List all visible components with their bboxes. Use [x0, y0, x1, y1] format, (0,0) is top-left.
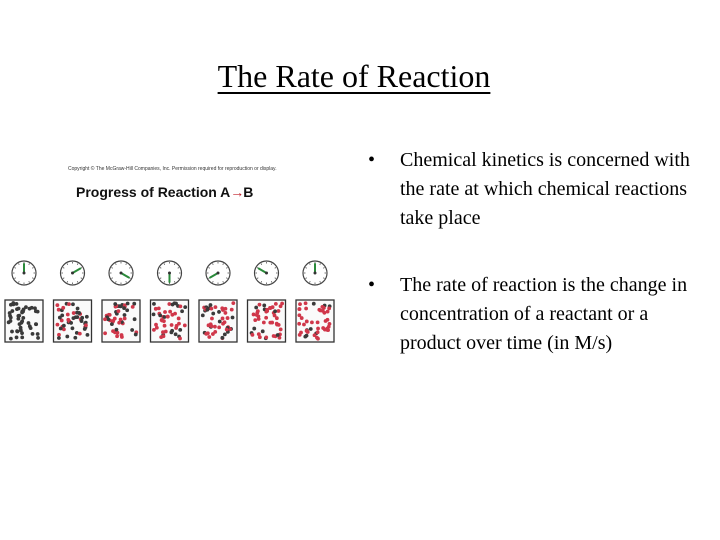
slide-title-text: The Rate of Reaction — [217, 58, 491, 94]
clock-center — [265, 272, 268, 275]
reactant-molecule — [262, 304, 266, 308]
reactant-molecule — [80, 319, 84, 323]
product-molecule — [206, 331, 210, 335]
product-molecule — [257, 332, 261, 336]
reactant-molecule — [58, 316, 62, 320]
reaction-box — [248, 300, 286, 342]
product-molecule — [210, 324, 214, 328]
reactant-molecule — [74, 315, 78, 319]
reactant-molecule — [15, 336, 19, 340]
reactant-molecule — [11, 301, 15, 305]
reactant-molecule — [115, 328, 119, 332]
clock-center — [71, 272, 74, 275]
reactant-molecule — [80, 316, 84, 320]
reactant-molecule — [17, 307, 21, 311]
bullet-list — [364, 146, 714, 396]
reactant-molecule — [217, 310, 221, 314]
reactant-molecule — [152, 302, 156, 306]
product-molecule — [160, 319, 164, 323]
figure-title — [76, 184, 253, 200]
reactant-molecule — [10, 330, 14, 334]
product-molecule — [304, 307, 308, 311]
reactant-molecule — [211, 312, 215, 316]
reactant-molecule — [19, 326, 23, 330]
reactant-molecule — [152, 312, 156, 316]
product-molecule — [326, 310, 330, 314]
reactant-molecule — [273, 309, 277, 313]
product-molecule — [56, 323, 60, 327]
reactant-molecule — [73, 336, 77, 340]
product-molecule — [178, 337, 182, 341]
reactant-molecule — [16, 330, 20, 334]
reactant-molecule — [169, 330, 173, 334]
clock-center — [23, 272, 26, 275]
product-molecule — [57, 333, 61, 337]
product-molecule — [280, 302, 284, 306]
reactant-molecule — [174, 302, 178, 306]
reactant-molecule — [158, 314, 162, 318]
product-molecule — [272, 334, 276, 338]
product-molecule — [264, 316, 268, 320]
product-molecule — [161, 330, 165, 334]
clock-icon — [12, 261, 36, 285]
product-molecule — [230, 308, 234, 312]
reactant-molecule — [312, 302, 316, 306]
reactant-molecule — [119, 304, 123, 308]
reactant-molecule — [21, 316, 25, 320]
clock-icon — [303, 261, 327, 285]
reactant-molecule — [254, 306, 258, 310]
product-molecule — [119, 318, 123, 322]
product-molecule — [217, 325, 221, 329]
product-molecule — [170, 323, 174, 327]
product-molecule — [224, 307, 228, 311]
product-molecule — [115, 334, 119, 338]
reactant-molecule — [130, 328, 134, 332]
reactant-molecule — [29, 326, 33, 330]
product-molecule — [262, 321, 266, 325]
reactant-molecule — [76, 307, 80, 311]
product-molecule — [117, 321, 121, 325]
reactant-molecule — [33, 306, 37, 310]
reactant-molecule — [16, 314, 20, 318]
product-molecule — [166, 315, 170, 319]
product-molecule — [154, 323, 158, 327]
reactant-molecule — [174, 332, 178, 336]
reactant-molecule — [31, 332, 35, 336]
product-molecule — [213, 325, 217, 329]
bullet-text: Chemical kinetics is concerned with the rate at which chemical reactions take place — [400, 149, 690, 229]
reactant-molecule — [178, 328, 182, 332]
reactant-molecule — [69, 321, 73, 325]
product-molecule — [310, 320, 314, 324]
reactant-molecule — [171, 303, 175, 307]
reactant-molecule — [36, 332, 40, 336]
reactant-molecule — [110, 322, 114, 326]
product-molecule — [183, 324, 187, 328]
reaction-box — [102, 300, 140, 342]
clock-center — [314, 272, 317, 275]
product-molecule — [273, 314, 277, 318]
reactant-molecule — [303, 335, 307, 339]
figure-title-suffix: B — [243, 184, 254, 200]
product-molecule — [163, 324, 167, 328]
product-molecule — [120, 333, 124, 337]
reactant-molecule — [261, 329, 265, 333]
product-molecule — [221, 317, 225, 321]
product-molecule — [270, 321, 274, 325]
clock-icon — [61, 261, 85, 285]
reactant-molecule — [20, 331, 24, 335]
figure-title-prefix: Progress of Reaction A — [76, 184, 231, 200]
reactant-molecule — [34, 322, 38, 326]
product-molecule — [57, 308, 61, 312]
product-molecule — [304, 301, 308, 305]
reactant-molecule — [85, 315, 89, 319]
product-molecule — [299, 331, 303, 335]
reactant-molecule — [252, 327, 256, 331]
product-molecule — [103, 331, 107, 335]
product-molecule — [252, 313, 256, 317]
box-frame — [151, 300, 189, 342]
reactant-molecule — [20, 336, 24, 340]
reactant-molecule — [133, 317, 137, 321]
product-molecule — [163, 310, 167, 314]
product-molecule — [224, 311, 228, 315]
product-molecule — [251, 333, 255, 337]
reactant-molecule — [231, 316, 235, 320]
clock-center — [168, 272, 171, 275]
product-molecule — [298, 302, 302, 306]
reactant-molecule — [59, 327, 63, 331]
reactant-molecule — [201, 313, 205, 317]
clock-icon — [255, 261, 279, 285]
bullet-text: The rate of reaction is the change in concentration of a reactant or a product over time (in M/s) — [400, 274, 688, 354]
reaction-box — [296, 300, 334, 342]
reaction-progress-figure — [0, 160, 360, 360]
reactant-molecule — [71, 326, 75, 330]
reactant-molecule — [276, 333, 280, 337]
product-molecule — [231, 301, 235, 305]
reactant-molecule — [134, 333, 138, 337]
product-molecule — [297, 307, 301, 311]
clock-icon — [109, 261, 133, 285]
product-molecule — [271, 305, 275, 309]
product-molecule — [253, 318, 257, 322]
product-molecule — [226, 316, 230, 320]
reactant-molecule — [86, 333, 90, 337]
reactant-molecule — [183, 305, 187, 309]
reactant-molecule — [20, 311, 24, 315]
product-molecule — [279, 328, 283, 332]
product-molecule — [223, 320, 227, 324]
reactant-molecule — [309, 327, 313, 331]
product-molecule — [209, 307, 213, 311]
product-molecule — [162, 334, 166, 338]
product-molecule — [275, 322, 279, 326]
product-molecule — [174, 326, 178, 330]
reaction-box — [199, 300, 237, 342]
product-molecule — [62, 327, 66, 331]
product-molecule — [179, 304, 183, 308]
reactant-molecule — [125, 308, 129, 312]
product-molecule — [66, 313, 70, 317]
reactant-molecule — [126, 302, 130, 306]
reactant-molecule — [7, 320, 11, 324]
reactant-molecule — [218, 320, 222, 324]
bullet-item — [364, 146, 714, 233]
product-molecule — [61, 306, 65, 310]
reactant-molecule — [113, 302, 117, 306]
product-molecule — [84, 323, 88, 327]
product-molecule — [297, 322, 301, 326]
reactant-molecule — [27, 321, 31, 325]
product-molecule — [177, 317, 181, 321]
reactant-molecule — [123, 313, 127, 317]
product-molecule — [325, 327, 329, 331]
reactant-molecule — [9, 316, 13, 320]
reactant-molecule — [220, 336, 224, 340]
clock-center — [120, 272, 123, 275]
reactant-molecule — [18, 322, 22, 326]
reactant-molecule — [57, 336, 61, 340]
product-molecule — [277, 309, 281, 313]
bullet-item — [364, 271, 714, 358]
clock-icon — [206, 261, 230, 285]
reactant-molecule — [83, 327, 87, 331]
product-molecule — [300, 316, 304, 320]
product-molecule — [117, 309, 121, 313]
clock-icon — [158, 261, 182, 285]
reactant-molecule — [65, 335, 69, 339]
reactant-molecule — [36, 336, 40, 340]
reactant-molecule — [180, 309, 184, 313]
product-molecule — [302, 323, 306, 327]
reactant-molecule — [71, 302, 75, 306]
product-molecule — [103, 317, 107, 321]
bullet-dot-icon: • — [368, 274, 376, 296]
product-molecule — [167, 302, 171, 306]
reaction-box — [54, 300, 92, 342]
reaction-arrow-icon: → — [230, 184, 244, 200]
product-molecule — [123, 317, 127, 321]
reactant-molecule — [77, 311, 81, 315]
product-molecule — [305, 329, 309, 333]
product-molecule — [67, 302, 71, 306]
product-molecule — [225, 328, 229, 332]
product-molecule — [207, 335, 211, 339]
reactant-molecule — [62, 324, 66, 328]
product-molecule — [78, 332, 82, 336]
clocks-and-boxes — [0, 250, 360, 360]
product-molecule — [328, 322, 332, 326]
product-molecule — [264, 335, 268, 339]
product-molecule — [322, 306, 326, 310]
product-molecule — [316, 330, 320, 334]
reactant-molecule — [122, 306, 126, 310]
product-molecule — [305, 320, 309, 324]
product-molecule — [324, 319, 328, 323]
product-molecule — [131, 305, 135, 309]
product-molecule — [313, 333, 317, 337]
clock-center — [217, 272, 220, 275]
product-molecule — [256, 309, 260, 313]
product-molecule — [210, 317, 214, 321]
product-molecule — [55, 303, 59, 307]
product-molecule — [316, 320, 320, 324]
product-molecule — [211, 332, 215, 336]
product-molecule — [72, 311, 76, 315]
product-molecule — [316, 327, 320, 331]
reaction-box — [5, 300, 43, 342]
reactant-molecule — [30, 306, 34, 310]
reactant-molecule — [205, 308, 209, 312]
product-molecule — [170, 313, 174, 317]
product-molecule — [168, 310, 172, 314]
figure-copyright: Copyright © The McGraw-Hill Companies, Inc. Permission required for reproduction or display. — [68, 166, 277, 172]
bullet-dot-icon: • — [368, 149, 376, 171]
slide-title — [0, 56, 708, 96]
product-molecule — [258, 303, 262, 307]
product-molecule — [214, 305, 218, 309]
product-molecule — [255, 313, 259, 317]
reactant-molecule — [9, 337, 13, 341]
product-molecule — [274, 302, 278, 306]
reactant-molecule — [223, 332, 227, 336]
reaction-box — [151, 300, 189, 342]
product-molecule — [154, 307, 158, 311]
product-molecule — [111, 329, 115, 333]
product-molecule — [111, 319, 115, 323]
